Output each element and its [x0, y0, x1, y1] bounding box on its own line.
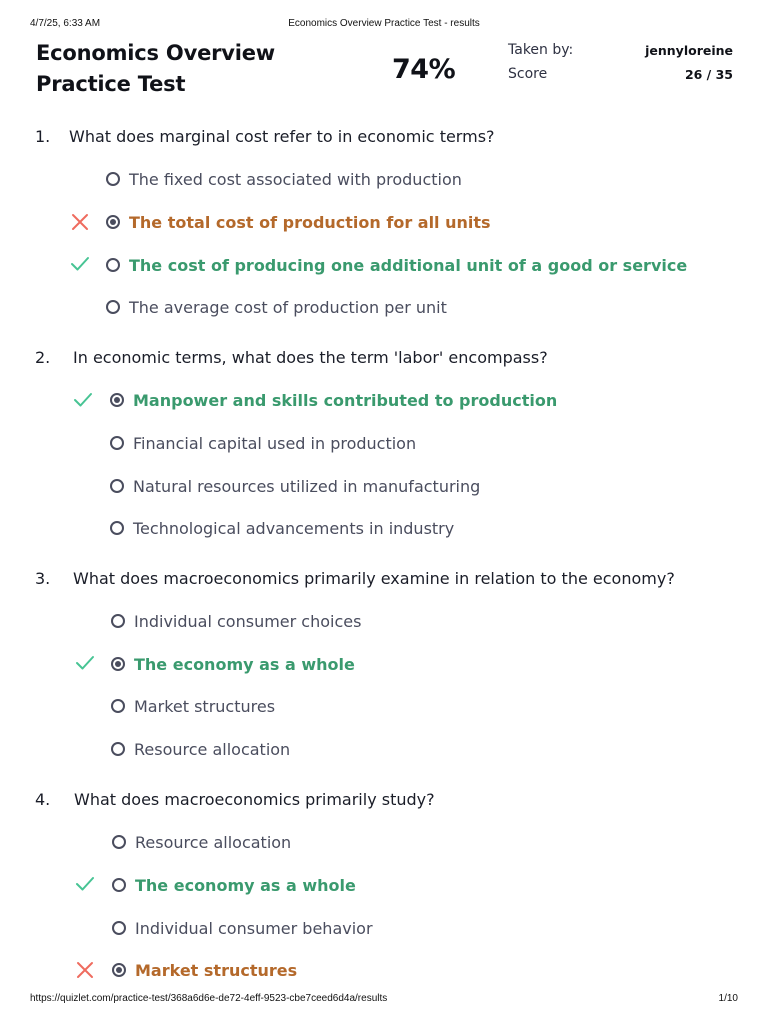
- option-label: Technological advancements in industry: [133, 518, 455, 538]
- radio-icon[interactable]: [110, 479, 124, 493]
- radio-icon[interactable]: [112, 878, 126, 892]
- question-3-option-4[interactable]: [111, 737, 290, 761]
- check-icon: [75, 874, 95, 894]
- question-2-option-4[interactable]: [110, 516, 454, 540]
- question-3-text: What does macroeconomics primarily examine in relation to the economy?: [73, 569, 675, 588]
- score-percent: 74%: [392, 54, 456, 85]
- question-3-option-1[interactable]: [111, 609, 361, 633]
- question-3-option-2[interactable]: [111, 652, 355, 676]
- print-date: 4/7/25, 6:33 AM: [30, 18, 101, 29]
- test-title: Economics Overview Practice Test: [36, 41, 276, 96]
- radio-selected-icon[interactable]: [106, 215, 120, 229]
- radio-icon[interactable]: [112, 921, 126, 935]
- radio-icon[interactable]: [111, 742, 125, 756]
- option-label: The total cost of production for all units: [129, 212, 491, 232]
- option-label: The average cost of production per unit: [129, 297, 447, 317]
- cross-icon: [75, 960, 95, 980]
- question-3-number: 3.: [35, 569, 51, 588]
- option-label: The cost of producing one additional unit of a good or service: [129, 255, 688, 275]
- question-2-number: 2.: [35, 348, 51, 367]
- taken-by-label: Taken by:: [508, 42, 574, 58]
- option-label: Individual consumer choices: [134, 611, 362, 631]
- cross-icon: [70, 212, 90, 232]
- radio-icon[interactable]: [110, 436, 124, 450]
- question-4-option-4[interactable]: [112, 958, 297, 982]
- radio-icon[interactable]: [106, 172, 120, 186]
- taken-by-user[interactable]: jennyloreine: [645, 43, 733, 58]
- question-1-option-3[interactable]: [106, 253, 687, 277]
- option-label: Market structures: [134, 696, 276, 716]
- print-header: [30, 18, 738, 32]
- question-1-number: 1.: [35, 127, 51, 146]
- question-4-number: 4.: [35, 790, 51, 809]
- print-title: Economics Overview Practice Test - results: [288, 18, 480, 29]
- radio-icon[interactable]: [111, 699, 125, 713]
- radio-selected-icon[interactable]: [112, 963, 126, 977]
- check-icon: [75, 653, 95, 673]
- check-icon: [70, 254, 90, 274]
- score-value: 26 / 35: [684, 67, 733, 82]
- question-3-option-3[interactable]: [111, 694, 275, 718]
- question-1-option-2[interactable]: [106, 210, 491, 234]
- option-label: Resource allocation: [134, 739, 291, 759]
- question-4-option-1[interactable]: [112, 830, 291, 854]
- question-2-option-1[interactable]: [110, 388, 557, 412]
- radio-icon[interactable]: [106, 300, 120, 314]
- question-2-text: In economic terms, what does the term 'labor' encompass?: [73, 348, 548, 367]
- radio-selected-icon[interactable]: [111, 657, 125, 671]
- question-1-option-4[interactable]: [106, 295, 447, 319]
- question-2-option-3[interactable]: [110, 474, 480, 498]
- option-label: Manpower and skills contributed to production: [133, 390, 558, 410]
- option-label: Individual consumer behavior: [135, 918, 373, 938]
- question-2-option-2[interactable]: [110, 431, 416, 455]
- radio-selected-icon[interactable]: [110, 393, 124, 407]
- question-4-text: What does macroeconomics primarily study?: [74, 790, 435, 809]
- option-label: The economy as a whole: [135, 875, 356, 895]
- question-1-text: What does marginal cost refer to in economic terms?: [69, 127, 495, 146]
- score-label: Score: [508, 66, 548, 82]
- option-label: Market structures: [135, 960, 298, 980]
- page-url[interactable]: https://quizlet.com/practice-test/368a6d6e-de72-4eff-9523-cbe7ceed6d4a/results: [30, 993, 388, 1004]
- option-label: Resource allocation: [135, 832, 292, 852]
- option-label: Natural resources utilized in manufacturing: [133, 476, 481, 496]
- radio-icon[interactable]: [112, 835, 126, 849]
- option-label: The fixed cost associated with production: [129, 169, 462, 189]
- question-4-option-3[interactable]: [112, 916, 373, 940]
- question-4-option-2[interactable]: [112, 873, 356, 897]
- radio-icon[interactable]: [106, 258, 120, 272]
- option-label: Financial capital used in production: [133, 433, 417, 453]
- question-1-option-1[interactable]: [106, 167, 462, 191]
- radio-icon[interactable]: [110, 521, 124, 535]
- option-label: The economy as a whole: [134, 654, 355, 674]
- print-footer: [30, 993, 738, 1007]
- check-icon: [73, 390, 93, 410]
- page-number: 1/10: [718, 993, 738, 1004]
- radio-icon[interactable]: [111, 614, 125, 628]
